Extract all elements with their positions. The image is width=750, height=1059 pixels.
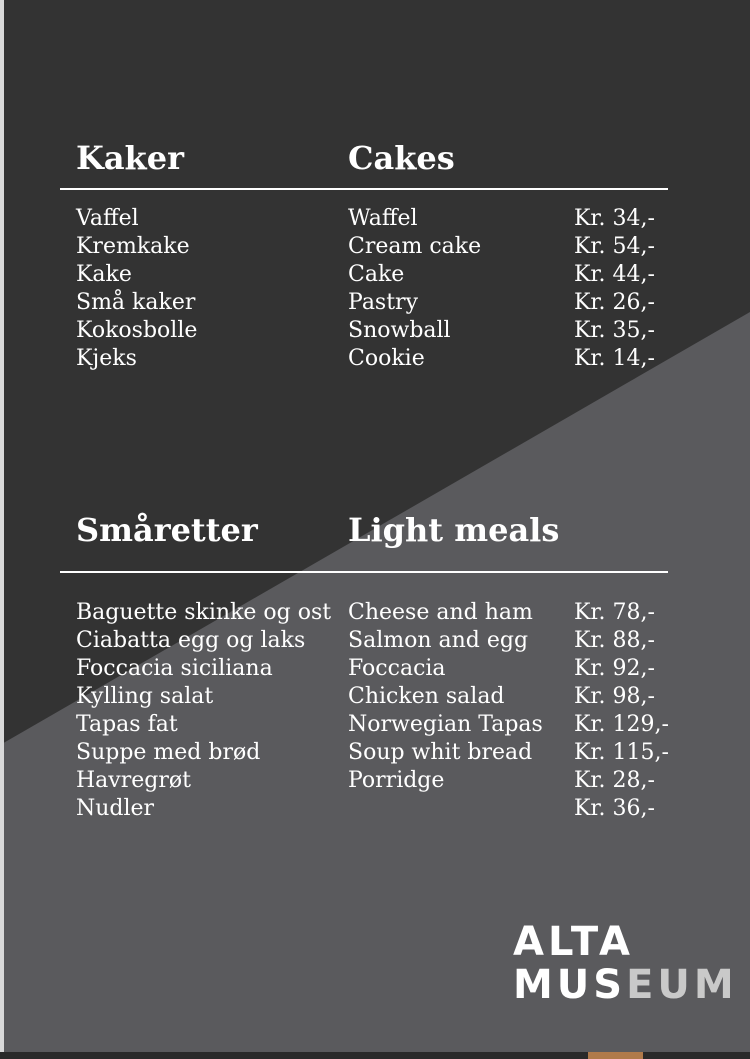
logo-line-1: ALTA [513, 919, 634, 965]
item-price: Kr. 98,- [574, 684, 655, 709]
item-name-en: Foccacia [348, 656, 446, 681]
item-name-no: Ciabatta egg og laks [76, 628, 306, 653]
list-item [76, 289, 676, 317]
meals-divider [60, 571, 668, 573]
item-name-en: Snowball [348, 318, 451, 343]
item-price: Kr. 78,- [574, 600, 655, 625]
item-price: Kr. 129,- [574, 712, 669, 737]
item-name-no: Kokosbolle [76, 318, 198, 343]
item-name-no: Tapas fat [76, 712, 178, 737]
item-name-en: Cake [348, 262, 405, 287]
logo-line-2-dim: EUM [626, 962, 738, 1008]
meals-heading-no: Småretter [76, 511, 258, 549]
item-price: Kr. 54,- [574, 234, 655, 259]
item-price: Kr. 28,- [574, 768, 655, 793]
cakes-divider [60, 188, 668, 190]
item-name-en: Soup whit bread [348, 740, 533, 765]
logo-line-2 [513, 962, 738, 1008]
cakes-heading-en: Cakes [348, 139, 455, 177]
item-name-en: Cheese and ham [348, 600, 533, 625]
item-name-en: Cream cake [348, 234, 482, 259]
item-price: Kr. 36,- [574, 796, 655, 821]
item-name-en: Porridge [348, 768, 445, 793]
list-item [76, 767, 676, 795]
item-price: Kr. 34,- [574, 206, 655, 231]
item-name-no: Små kaker [76, 290, 196, 315]
item-name-en: Waffel [348, 206, 418, 231]
item-name-en: Cookie [348, 346, 425, 371]
list-item [76, 683, 676, 711]
item-name-no: Baguette skinke og ost [76, 600, 332, 625]
item-name-no: Kylling salat [76, 684, 214, 709]
item-name-no: Havregrøt [76, 768, 191, 793]
list-item [76, 711, 676, 739]
logo-line-2-bright: MUS [513, 962, 627, 1008]
item-price: Kr. 115,- [574, 740, 669, 765]
list-item [76, 345, 676, 373]
item-name-no: Nudler [76, 796, 155, 821]
item-name-en: Pastry [348, 290, 419, 315]
item-price: Kr. 88,- [574, 628, 655, 653]
list-item [76, 599, 676, 627]
page-left-edge [0, 0, 4, 1059]
list-item [76, 317, 676, 345]
list-item [76, 795, 676, 823]
list-item [76, 739, 676, 767]
cakes-list [76, 205, 676, 373]
list-item [76, 655, 676, 683]
item-name-no: Foccacia siciliana [76, 656, 273, 681]
list-item [76, 261, 676, 289]
meals-heading-en: Light meals [348, 511, 560, 549]
item-name-en: Salmon and egg [348, 628, 529, 653]
item-price: Kr. 14,- [574, 346, 655, 371]
item-name-en: Chicken salad [348, 684, 505, 709]
list-item [76, 627, 676, 655]
cakes-heading-no: Kaker [76, 139, 184, 177]
item-name-no: Kjeks [76, 346, 137, 371]
item-name-no: Suppe med brød [76, 740, 261, 765]
item-name-no: Vaffel [76, 206, 139, 231]
item-price: Kr. 44,- [574, 262, 655, 287]
item-name-en: Norwegian Tapas [348, 712, 543, 737]
list-item [76, 205, 676, 233]
item-price: Kr. 92,- [574, 656, 655, 681]
item-name-no: Kake [76, 262, 132, 287]
meals-list [76, 599, 676, 823]
item-name-no: Kremkake [76, 234, 190, 259]
list-item [76, 233, 676, 261]
item-price: Kr. 35,- [574, 318, 655, 343]
item-price: Kr. 26,- [574, 290, 655, 315]
bottom-accent [588, 1052, 643, 1059]
